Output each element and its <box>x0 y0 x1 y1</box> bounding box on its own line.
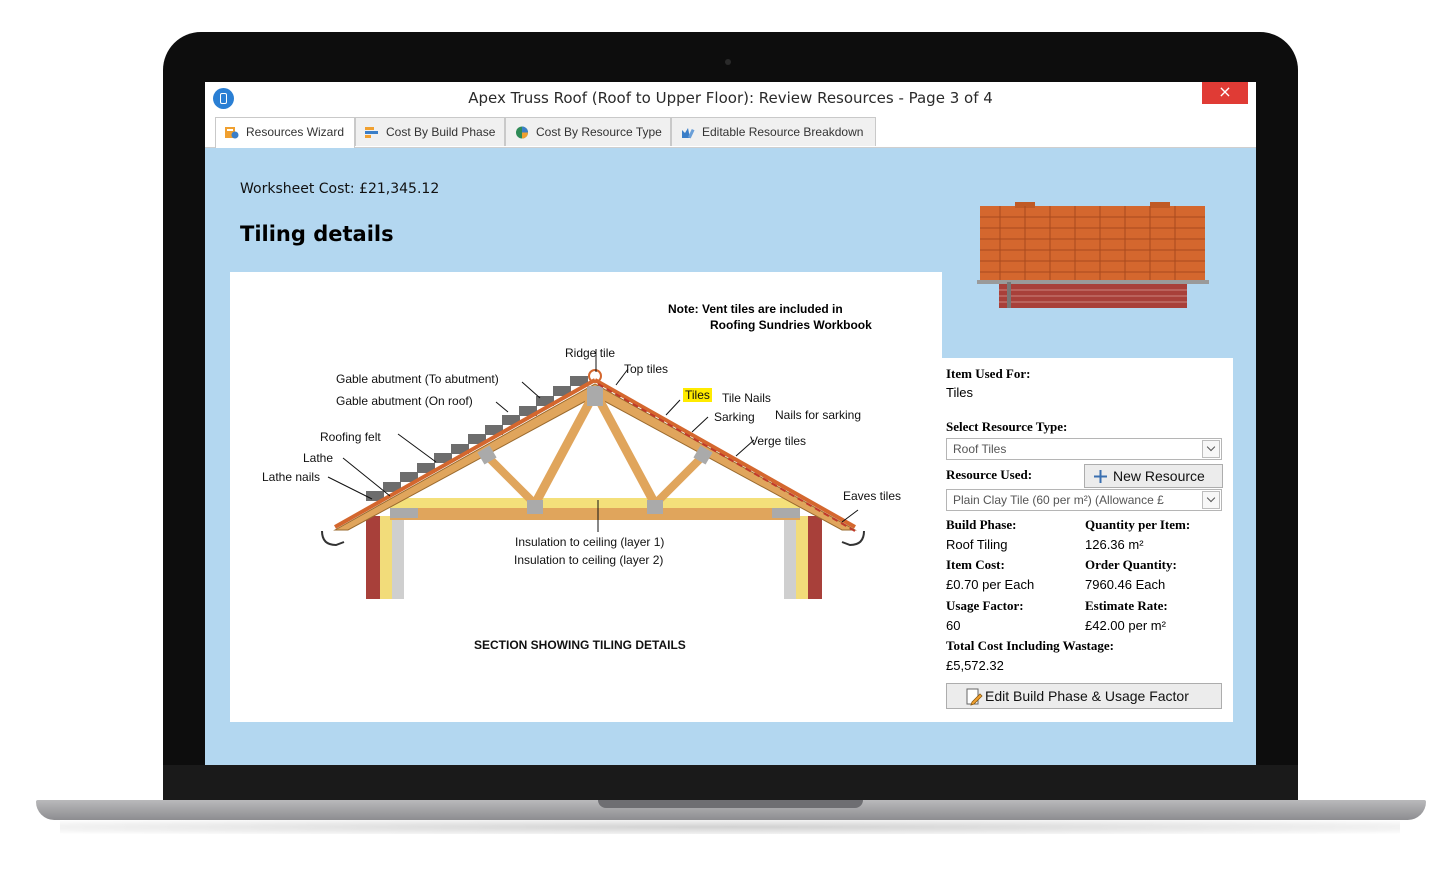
label-insulation-layer-1: Insulation to ceiling (layer 1) <box>515 535 665 549</box>
order-quantity-value: 7960.46 Each <box>1085 577 1166 592</box>
app-window <box>205 82 1256 765</box>
note-line-2: Roofing Sundries Workbook <box>710 318 872 332</box>
close-button[interactable]: × <box>1202 82 1248 104</box>
usage-factor-value: 60 <box>946 618 961 633</box>
note-line-1: Note: Vent tiles are included in <box>668 302 843 316</box>
worksheet-cost: Worksheet Cost: £21,345.12 <box>240 181 440 197</box>
label-nails-for-sarking: Nails for sarking <box>775 408 862 422</box>
item-cost-value: £0.70 per Each <box>946 577 1035 592</box>
roof-section-drawing <box>230 272 942 722</box>
label-gable-abutment-on: Gable abutment (On roof) <box>336 394 473 408</box>
tab-bar <box>205 115 1256 148</box>
roof-tile-preview-image <box>975 198 1211 310</box>
total-cost-label: Total Cost Including Wastage: <box>946 638 1114 653</box>
quantity-per-item-label: Quantity per Item: <box>1085 517 1191 532</box>
laptop-chin <box>163 765 1298 805</box>
resource-type-value: Roof Tiles <box>953 442 1007 456</box>
title-bar <box>205 82 1256 115</box>
tab-cost-by-resource-type[interactable] <box>505 117 671 146</box>
label-tiles: Tiles <box>685 388 710 402</box>
build-phase-value: Roof Tiling <box>946 537 1008 552</box>
label-eaves-tiles: Eaves tiles <box>843 489 902 503</box>
bar-chart-icon <box>365 126 379 139</box>
camera-icon <box>725 59 731 65</box>
item-used-for-label: Item Used For: <box>946 366 1031 381</box>
label-lathe: Lathe <box>303 451 334 465</box>
tab-label: Resources Wizard <box>246 125 345 139</box>
pie-chart-icon <box>515 126 529 139</box>
window-title: Apex Truss Roof (Roof to Upper Floor): Review Resources - Page 3 of 4 <box>468 89 993 107</box>
label-roofing-felt: Roofing felt <box>320 430 381 444</box>
estimate-rate-value: £42.00 per m² <box>1085 618 1166 633</box>
new-resource-button[interactable] <box>1084 464 1223 488</box>
estimate-rate-label: Estimate Rate: <box>1085 598 1168 613</box>
label-insulation-layer-2: Insulation to ceiling (layer 2) <box>514 553 664 567</box>
label-ridge-tile: Ridge tile <box>565 346 616 360</box>
tab-label: Editable Resource Breakdown <box>702 125 864 139</box>
usage-factor-label: Usage Factor: <box>946 598 1024 613</box>
laptop-notch <box>598 800 863 808</box>
tiling-diagram-panel <box>230 272 942 722</box>
new-resource-label: New Resource <box>1113 468 1205 484</box>
resource-used-value: Plain Clay Tile (60 per m²) (Allowance £ <box>953 493 1164 507</box>
quantity-per-item-value: 126.36 m² <box>1085 537 1144 552</box>
order-quantity-label: Order Quantity: <box>1085 557 1177 572</box>
edit-button-label: Edit Build Phase & Usage Factor <box>985 688 1189 704</box>
resource-type-select[interactable] <box>946 438 1222 460</box>
laptop-shadow <box>60 820 1400 834</box>
tab-editable-resource-breakdown[interactable] <box>671 117 876 146</box>
label-verge-tiles: Verge tiles <box>750 434 807 448</box>
resource-used-label: Resource Used: <box>946 467 1033 482</box>
label-gable-abutment-to: Gable abutment (To abutment) <box>336 372 499 386</box>
tab-label: Cost By Build Phase <box>386 125 496 139</box>
item-cost-label: Item Cost: <box>946 557 1005 572</box>
label-sarking: Sarking <box>714 410 755 424</box>
resource-used-select[interactable] <box>946 489 1222 511</box>
wizard-icon <box>225 126 239 139</box>
page-heading: Tiling details <box>240 222 394 246</box>
tab-resources-wizard[interactable] <box>215 117 355 148</box>
label-lathe-nails: Lathe nails <box>262 470 321 484</box>
resource-details-panel <box>942 358 1233 722</box>
chevron-down-icon[interactable] <box>1202 491 1220 509</box>
total-cost-value: £5,572.32 <box>946 658 1004 673</box>
label-tile-nails: Tile Nails <box>722 391 771 405</box>
item-used-for-value: Tiles <box>946 385 973 400</box>
label-top-tiles: Top tiles <box>624 362 669 376</box>
edit-chart-icon <box>681 126 695 139</box>
tab-label: Cost By Resource Type <box>536 125 662 139</box>
edit-document-icon <box>965 688 983 706</box>
plus-icon <box>1093 469 1108 484</box>
chevron-down-icon[interactable] <box>1202 440 1220 458</box>
section-caption: SECTION SHOWING TILING DETAILS <box>474 638 686 652</box>
edit-build-phase-button[interactable] <box>946 683 1222 709</box>
tab-cost-by-build-phase[interactable] <box>355 117 505 146</box>
build-phase-label: Build Phase: <box>946 517 1017 532</box>
select-resource-type-label: Select Resource Type: <box>946 419 1068 434</box>
